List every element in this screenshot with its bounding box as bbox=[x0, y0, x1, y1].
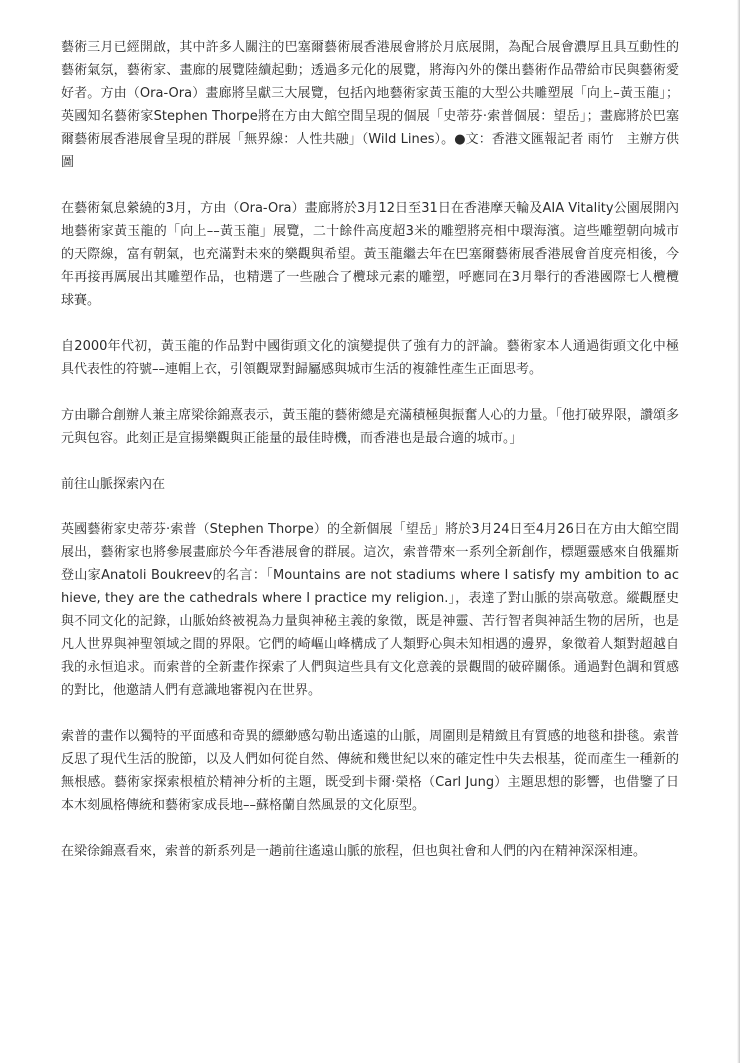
exhibition-paragraph: 在藝術氣息縈繞的3月，方由（Ora-Ora）畫廊將於3月12日至31日在香港摩天輪及AIA Vitality公園展開內地藝術家黃玉龍的「向上––黃玉龍」展覽，二十餘件高度超3米的雕塑將亮相中環海濱。這些雕塑朝向城市的天際線，富有朝氣，也充滿對未來的樂觀與希望。黃玉龍繼去年在巴塞爾藝術展香港展會首度亮相後，今年再接再厲展出其雕塑作品，也精選了一些融合了欖球元素的雕塑，呼應同在3月舉行的香港國際七人欖欖球賽。 bbox=[61, 201, 679, 308]
street-culture-paragraph: 自2000年代初，黃玉龍的作品對中國街頭文化的演變提供了強有力的評論。藝術家本人通過街頭文化中極具代表性的符號––連帽上衣，引領觀眾對歸屬感與城市生活的複雜性產生正面思考。 bbox=[61, 339, 679, 377]
intro-paragraph: 藝術三月已經開啟，其中許多人關注的巴塞爾藝術展香港展會將於月底展開，為配合展會濃厚且具互動性的藝術氣氛，藝術家、畫廊的展覽陸續起動；透過多元化的展覽，將海內外的傑出藝術作品帶給市民與藝術愛好者。方由（Ora-Ora）畫廊將呈獻三大展覽，包括內地藝術家黃玉龍的大型公共雕塑展「向上–黃玉龍」；英國知名藝術家Stephen Thorpe將在方由大館空間呈現的個展「史蒂芬·索普個展：望岳」；畫廊將於巴塞爾藝術展香港展會呈現的群展「無界線：人性共融」（Wild Lines）。●文：香港文匯報記者 雨竹 主辦方供圖 bbox=[61, 40, 679, 170]
section-subheading: 前往山脈探索內在 bbox=[61, 477, 166, 492]
quote-paragraph: 方由聯合創辦人兼主席梁徐錦熹表示，黃玉龍的藝術總是充滿積極與振奮人心的力量。「他打破界限，讚頌多元與包容。此刻正是宣揚樂觀與正能量的最佳時機，而香港也是最合適的城市。」 bbox=[61, 408, 679, 446]
thorpe-paintings-paragraph: 索普的畫作以獨特的平面感和奇異的縹緲感勾勒出遙遠的山脈，周圍則是精緻且有質感的地毯和掛毯。索普反思了現代生活的脫節，以及人們如何從自然、傳統和幾世紀以來的確定性中失去根基，從而產生一種新的無根感。藝術家探索根植於精神分析的主題，既受到卡爾·榮格（Carl Jung）主題思想的影響，也借鑒了日本木刻風格傳統和藝術家成長地––蘇格蘭自然風景的文化原型。 bbox=[61, 729, 679, 813]
article-body bbox=[61, 36, 679, 886]
closing-paragraph: 在梁徐錦熹看來，索普的新系列是一趟前往遙遠山脈的旅程，但也與社會和人們的內在精神深深相連。 bbox=[61, 844, 647, 859]
thorpe-exhibition-paragraph: 英國藝術家史蒂芬·索普（Stephen Thorpe）的全新個展「望岳」將於3月24日至4月26日在方由大館空間展出，藝術家也將參展畫廊於今年香港展會的群展。這次，索普帶來一系列全新創作，標題靈感來自俄羅斯登山家Anatoli Boukreev的名言：「Mountains are not stadiums where I satisfy my ambition to achieve, they are the cathedrals where I practice my religion.」，表達了對山脈的崇高敬意。縱觀歷史與不同文化的記錄，山脈始終被視為力量與神秘主義的象徵，既是神靈、苦行智者與神話生物的居所，也是凡人世界與神聖領域之間的界限。它們的崎嶇山峰構成了人類野心與未知相遇的邊界，象徵着人類對超越自我的永恒追求。而索普的全新畫作探索了人們與這些具有文化意義的景觀間的破碎關係。通過對色調和質感的對比，他邀請人們有意識地審視內在世界。 bbox=[61, 522, 679, 698]
